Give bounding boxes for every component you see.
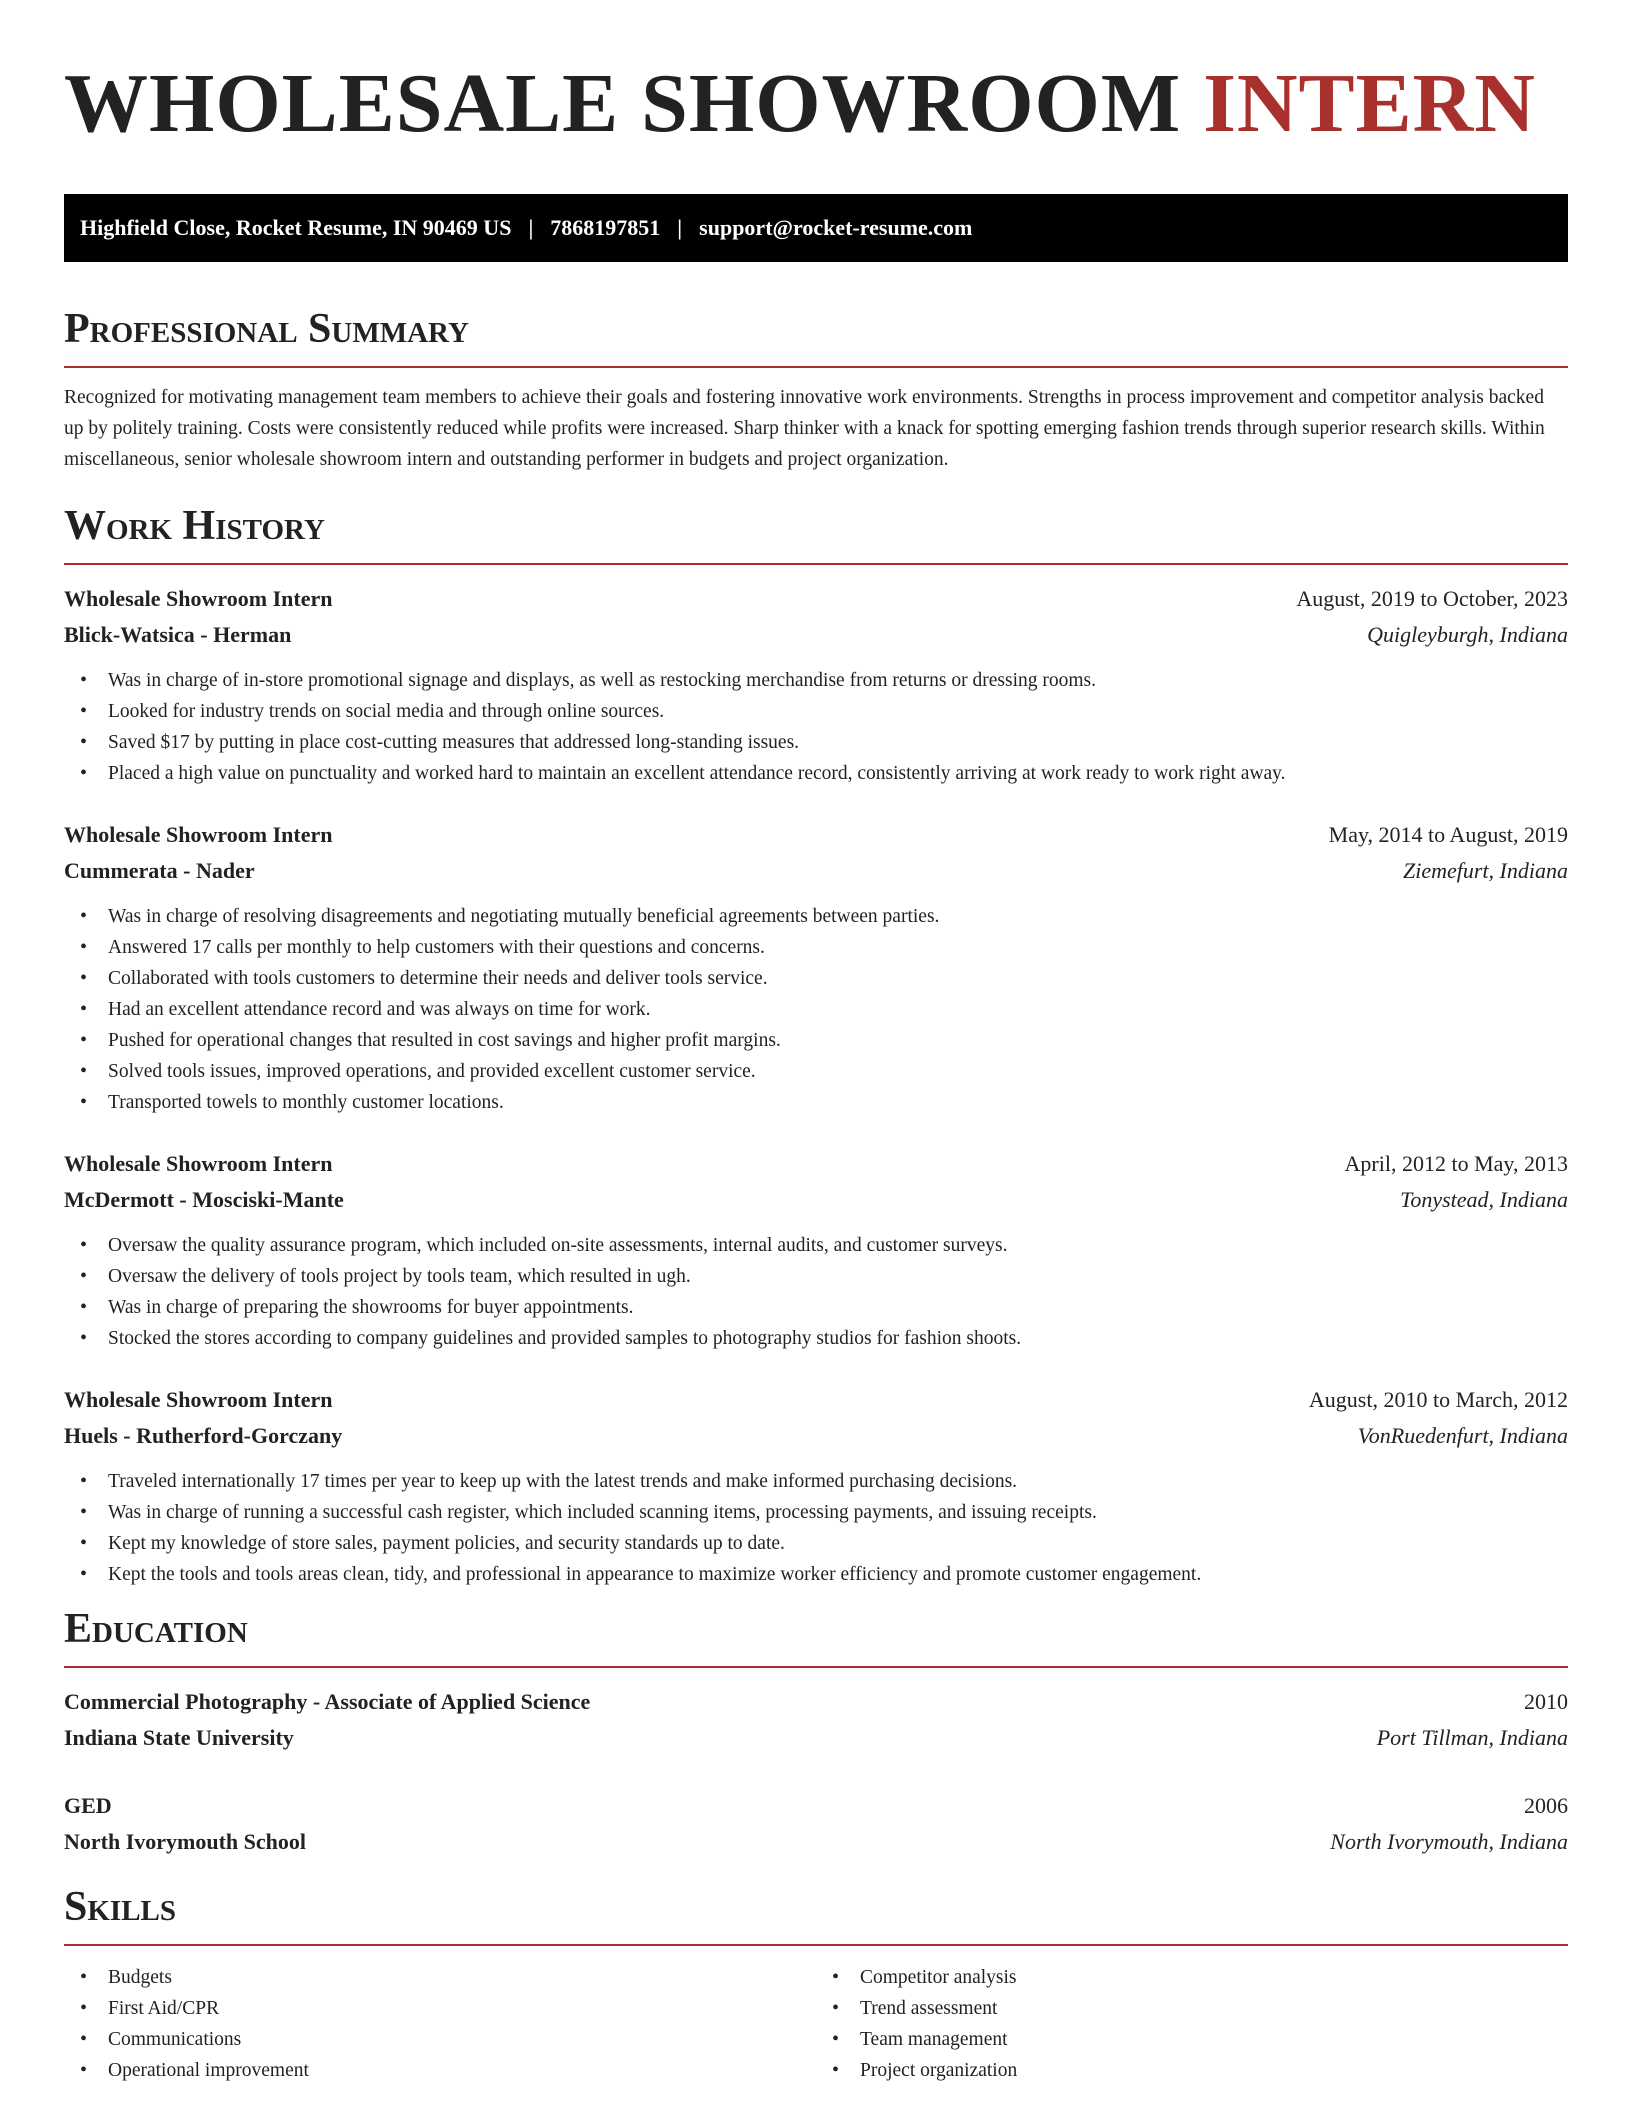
job-subheader — [64, 1418, 1568, 1454]
job-entry — [64, 581, 1568, 789]
job-header — [64, 1146, 1568, 1182]
skill-item: • Communications — [108, 2024, 816, 2055]
education-year: 2010 — [1524, 1689, 1568, 1714]
list-item: • Was in charge of running a successful cash register, which included scanning items, processing payments, and issuing receipts. — [108, 1497, 1568, 1528]
title-main: WHOLESALE SHOWROOM — [64, 57, 1182, 150]
education-location: North Ivorymouth, Indiana — [1330, 1829, 1568, 1854]
job-dates: April, 2012 to May, 2013 — [1344, 1151, 1568, 1176]
list-item: • Oversaw the quality assurance program, which included on-site assessments, internal audits, and customer surveys. — [108, 1230, 1568, 1261]
job-title: Wholesale Showroom Intern — [64, 1151, 333, 1176]
education-school: Indiana State University — [64, 1725, 294, 1750]
summary-text: Recognized for motivating management team members to achieve their goals and fostering innovative work environments. Strengths in process improvement and competitor analysis backed up by politely training. Costs were consistently reduced while profits were increased. Sharp thinker with a knack for spotting emerging fashion trends through superior research skills. Within miscellaneous, senior wholesale showroom intern and outstanding performer in budgets and project organization. — [64, 387, 1545, 470]
list-item: • Kept my knowledge of store sales, payment policies, and security standards up to date. — [108, 1528, 1568, 1559]
section-divider — [64, 366, 1568, 368]
job-title: Wholesale Showroom Intern — [64, 586, 333, 611]
job-title: Wholesale Showroom Intern — [64, 1387, 333, 1412]
job-company: Blick-Watsica - Herman — [64, 622, 292, 647]
education-header — [64, 1788, 1568, 1824]
contact-email[interactable]: support@rocket-resume.com — [699, 215, 973, 240]
skill-item: • Trend assessment — [860, 1993, 1568, 2024]
job-location: Ziemefurt, Indiana — [1403, 858, 1568, 883]
list-item: • Transported towels to monthly customer locations. — [108, 1087, 1568, 1118]
education-section — [64, 1604, 1568, 1860]
skill-item: • First Aid/CPR — [108, 1993, 816, 2024]
contact-address: Highfield Close, Rocket Resume, IN 90469 US — [80, 215, 512, 240]
job-bullets — [64, 665, 1568, 789]
list-item: • Pushed for operational changes that resulted in cost savings and higher profit margins. — [108, 1025, 1568, 1056]
list-item: • Traveled internationally 17 times per year to keep up with the latest trends and make informed purchasing decisions. — [108, 1466, 1568, 1497]
education-degree: Commercial Photography - Associate of Applied Science — [64, 1689, 591, 1714]
list-item: • Was in charge of in-store promotional signage and displays, as well as restocking merchandise from returns or dressing rooms. — [108, 665, 1568, 696]
section-divider — [64, 1944, 1568, 1946]
job-bullets — [64, 901, 1568, 1118]
list-item: • Looked for industry trends on social media and through online sources. — [108, 696, 1568, 727]
job-subheader — [64, 1182, 1568, 1218]
job-location: Quigleyburgh, Indiana — [1367, 622, 1568, 647]
list-item: • Saved $17 by putting in place cost-cutting measures that addressed long-standing issues. — [108, 727, 1568, 758]
education-degree: GED — [64, 1793, 112, 1818]
list-item: • Collaborated with tools customers to determine their needs and deliver tools service. — [108, 963, 1568, 994]
skills-section — [64, 1882, 1568, 2086]
education-subheader — [64, 1824, 1568, 1860]
job-bullets — [64, 1230, 1568, 1354]
section-heading-education: Education — [64, 1606, 248, 1652]
job-header — [64, 1382, 1568, 1418]
list-item: • Solved tools issues, improved operations, and provided excellent customer service. — [108, 1056, 1568, 1087]
job-dates: May, 2014 to August, 2019 — [1328, 822, 1568, 847]
section-divider — [64, 563, 1568, 565]
job-subheader — [64, 853, 1568, 889]
job-entry — [64, 1382, 1568, 1590]
job-company: Huels - Rutherford-Gorczany — [64, 1423, 343, 1448]
section-heading-skills: Skills — [64, 1884, 177, 1930]
education-entry — [64, 1684, 1568, 1756]
skill-item: • Competitor analysis — [860, 1962, 1568, 1993]
list-item: • Kept the tools and tools areas clean, tidy, and professional in appearance to maximize worker efficiency and promote customer engagement. — [108, 1559, 1568, 1590]
section-heading-summary: Professional Summary — [64, 306, 469, 352]
skill-item: • Operational improvement — [108, 2055, 816, 2086]
list-item: • Had an excellent attendance record and was always on time for work. — [108, 994, 1568, 1025]
job-title: Wholesale Showroom Intern — [64, 822, 333, 847]
education-year: 2006 — [1524, 1793, 1568, 1818]
list-item: • Was in charge of preparing the showrooms for buyer appointments. — [108, 1292, 1568, 1323]
work-section — [64, 501, 1568, 1590]
job-entry — [64, 817, 1568, 1118]
education-school: North Ivorymouth School — [64, 1829, 307, 1854]
job-dates: August, 2010 to March, 2012 — [1308, 1387, 1568, 1412]
list-item: • Oversaw the delivery of tools project by tools team, which resulted in ugh. — [108, 1261, 1568, 1292]
education-header — [64, 1684, 1568, 1720]
skills-grid — [64, 1962, 1568, 2086]
list-item: • Stocked the stores according to company guidelines and provided samples to photography studios for fashion shoots. — [108, 1323, 1568, 1354]
list-item: • Was in charge of resolving disagreements and negotiating mutually beneficial agreements between parties. — [108, 901, 1568, 932]
job-company: Cummerata - Nader — [64, 858, 255, 883]
skills-column-left — [64, 1962, 816, 2086]
contact-bar — [64, 194, 1568, 262]
job-location: Tonystead, Indiana — [1400, 1187, 1568, 1212]
title-accent: INTERN — [1203, 57, 1536, 150]
job-header — [64, 817, 1568, 853]
job-company: McDermott - Mosciski-Mante — [64, 1187, 344, 1212]
list-item: • Placed a high value on punctuality and worked hard to maintain an excellent attendance record, consistently arriving at work ready to work right away. — [108, 758, 1568, 789]
section-heading-work: Work History — [64, 503, 325, 549]
job-header — [64, 581, 1568, 617]
skill-item: • Team management — [860, 2024, 1568, 2055]
education-entry — [64, 1788, 1568, 1860]
job-dates: August, 2019 to October, 2023 — [1296, 586, 1568, 611]
job-entry — [64, 1146, 1568, 1354]
list-item: • Answered 17 calls per monthly to help customers with their questions and concerns. — [108, 932, 1568, 963]
job-bullets — [64, 1466, 1568, 1590]
resume-title — [64, 0, 1568, 154]
education-subheader — [64, 1720, 1568, 1756]
skill-item: • Project organization — [860, 2055, 1568, 2086]
job-location: VonRuedenfurt, Indiana — [1357, 1423, 1568, 1448]
section-divider — [64, 1666, 1568, 1668]
contact-separator: | — [528, 215, 534, 240]
job-subheader — [64, 617, 1568, 653]
education-location: Port Tillman, Indiana — [1376, 1725, 1568, 1750]
skill-item: • Budgets — [108, 1962, 816, 1993]
contact-phone[interactable]: 7868197851 — [550, 215, 661, 240]
summary-section — [64, 304, 1568, 475]
contact-separator: | — [677, 215, 683, 240]
skills-column-right — [816, 1962, 1568, 2086]
